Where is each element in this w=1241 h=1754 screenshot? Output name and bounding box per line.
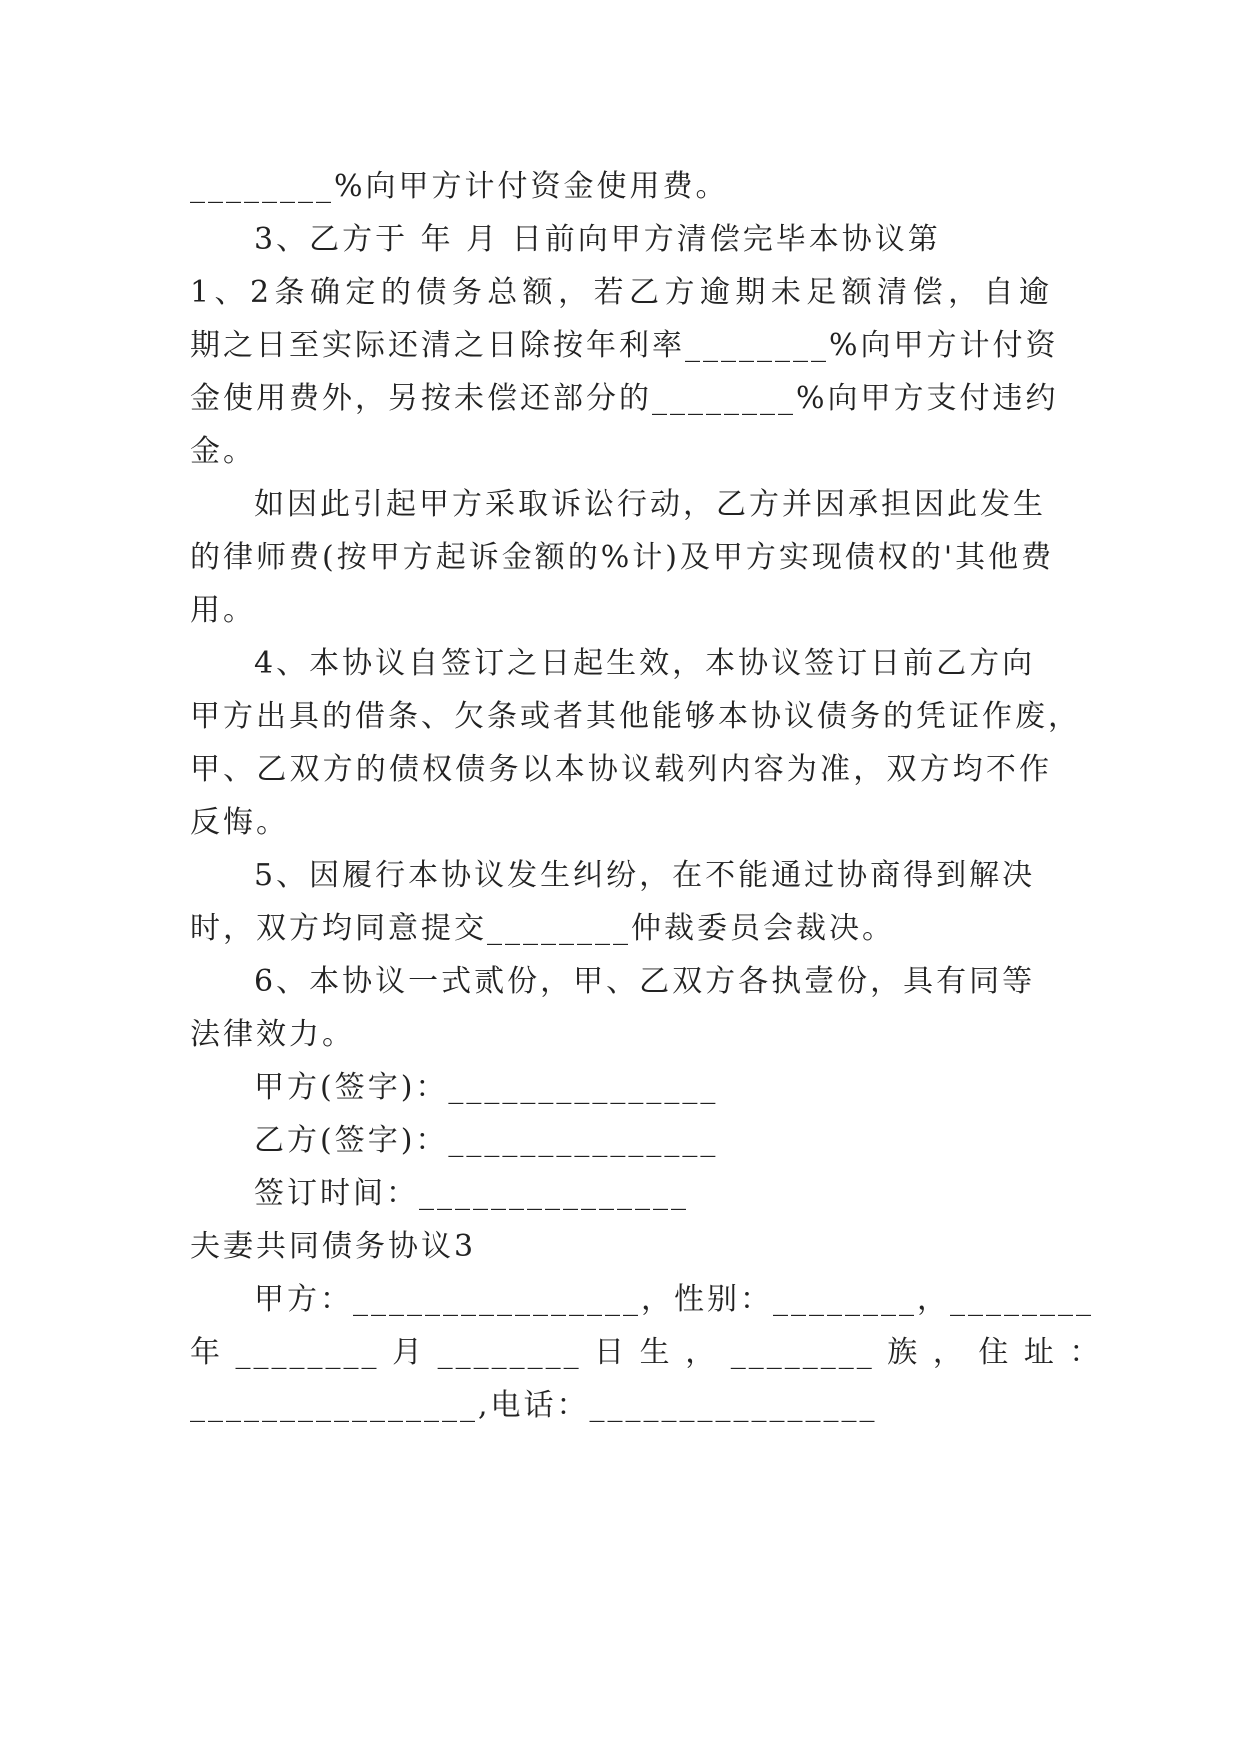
text-line-9: 用。 xyxy=(190,593,256,628)
text-line-1: ________%向甲方计付资金使用费。 xyxy=(190,169,729,204)
text-line-11: 甲方出具的借条、欠条或者其他能够本协议债务的凭证作废， xyxy=(190,699,1081,734)
party-b-signature: 乙方(签字)：_______________ xyxy=(254,1123,719,1158)
text-line-6: 金。 xyxy=(190,434,256,469)
birth-date-line: 年 ________ 月 ________ 日 生 ， ________ 族 ， 住 址 ： xyxy=(190,1335,1103,1370)
address-phone-line: ________________,电话：________________ xyxy=(190,1388,878,1423)
agreement-3-title: 夫妻共同债务协议3 xyxy=(190,1229,477,1264)
text-line-3: 1、2条确定的债务总额，若乙方逾期未足额清偿，自逾 xyxy=(190,275,1052,310)
clause-6-start: 6、本协议一式贰份，甲、乙双方各执壹份，具有同等 xyxy=(254,964,1036,999)
text-line-4: 期之日至实际还清之日除按年利率________%向甲方计付资 xyxy=(190,328,1059,363)
text-line-8: 的律师费(按甲方起诉金额的%计)及甲方实现债权的'其他费 xyxy=(190,540,1055,575)
clause-3-start: 3、乙方于 年 月 日前向甲方清偿完毕本协议第 xyxy=(254,222,941,257)
text-line-15: 时，双方均同意提交________仲裁委员会裁决。 xyxy=(190,911,895,946)
litigation-paragraph-start: 如因此引起甲方采取诉讼行动，乙方并因承担因此发生 xyxy=(254,487,1046,522)
text-line-12: 甲、乙双方的债权债务以本协议载列内容为准，双方均不作 xyxy=(190,752,1052,787)
signing-date: 签订时间：_______________ xyxy=(254,1176,689,1211)
clause-4-start: 4、本协议自签订之日起生效，本协议签订日前乙方向 xyxy=(254,646,1036,681)
clause-5-start: 5、因履行本协议发生纠纷，在不能通过协商得到解决 xyxy=(254,858,1036,893)
party-a-info: 甲方：________________，性别：________，________ xyxy=(254,1282,1094,1317)
text-line-13: 反悔。 xyxy=(190,805,289,840)
text-line-5: 金使用费外，另按未偿还部分的________%向甲方支付违约 xyxy=(190,381,1059,416)
party-a-signature: 甲方(签字)：_______________ xyxy=(254,1070,719,1105)
text-line-17: 法律效力。 xyxy=(190,1017,355,1052)
